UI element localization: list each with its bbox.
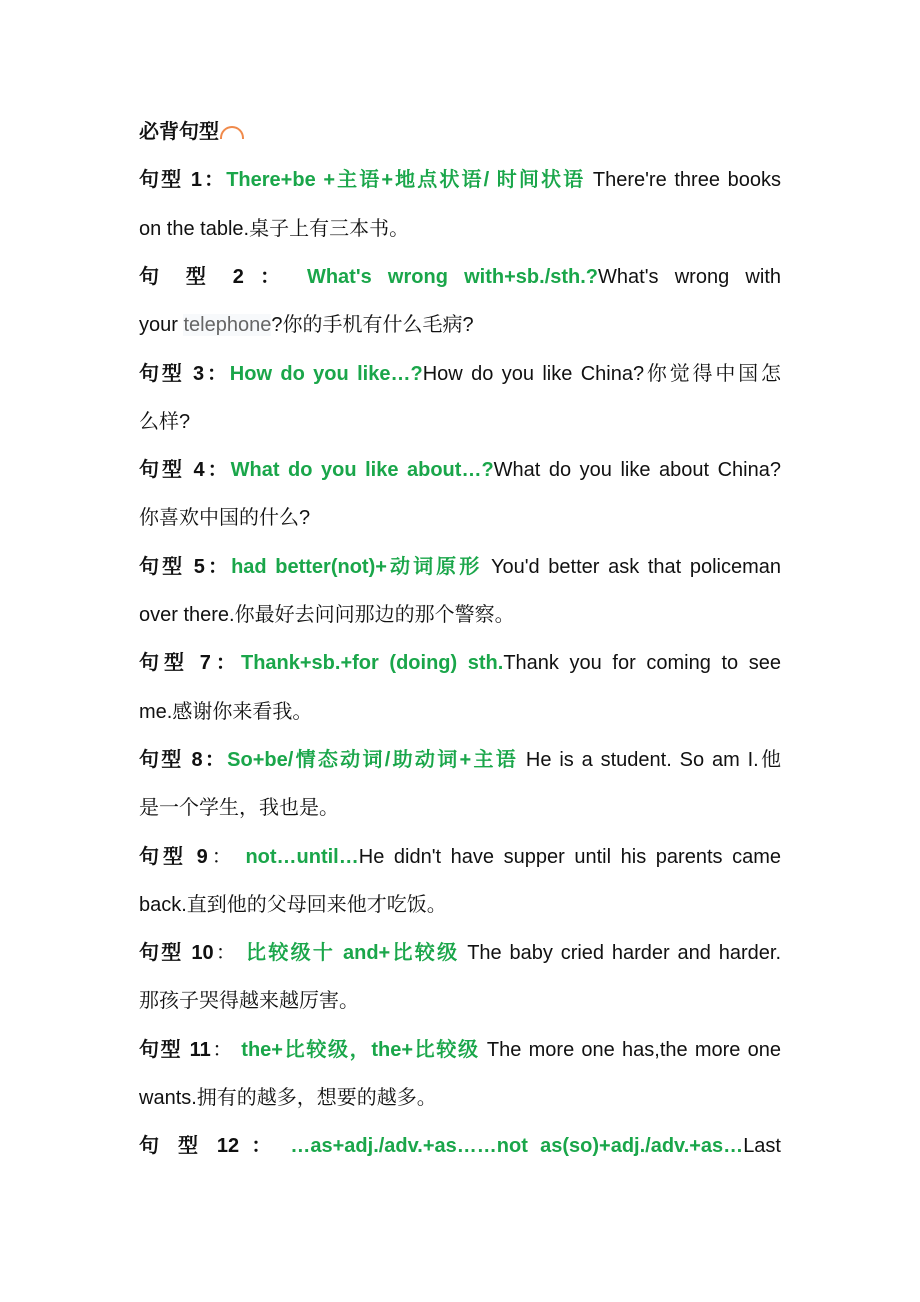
example-text: ： — [213, 942, 247, 965]
pattern-formula: What do you like about…? — [230, 459, 494, 482]
example-text: Last — [743, 1135, 781, 1158]
example-text: Thank you for coming to see — [503, 652, 781, 675]
pattern-label: 句型 11 — [139, 1038, 211, 1061]
example-text: ?你的手机有什么毛病? — [271, 314, 474, 337]
text-line — [139, 793, 781, 823]
pattern-label: 句型 8： — [139, 748, 228, 771]
text-line — [139, 407, 781, 437]
example-text: 是一个学生，我也是。 — [139, 797, 339, 820]
example-text: over there.你最好去问问那边的那个警察。 — [139, 604, 515, 626]
example-text: How do you like China?你觉得中国怎 — [422, 362, 782, 385]
title-text: 必背句型 — [139, 121, 219, 143]
text-line — [139, 214, 781, 244]
pattern-formula: not…until… — [245, 845, 359, 868]
example-text: There're three books — [585, 169, 781, 192]
example-text: What's wrong with — [598, 265, 781, 288]
pattern-formula: the+比较级，the+比较级 — [241, 1038, 480, 1061]
pattern-label: 句型 1： — [139, 169, 227, 192]
example-text: your — [139, 314, 184, 337]
example-text: ： — [210, 1038, 242, 1061]
example-text: The baby cried harder and harder. — [459, 942, 782, 965]
pattern-formula: …as+adj./adv.+as……not as(so)+adj./adv.+as… — [290, 1135, 744, 1158]
example-text: 你喜欢中国的什么? — [139, 507, 311, 530]
pattern-formula: What's wrong with+sb./sth.? — [306, 265, 599, 288]
text-line — [139, 455, 781, 485]
text-line — [139, 310, 781, 340]
text-line — [139, 938, 781, 968]
text-line — [139, 359, 781, 389]
example-text: You'd better ask that policeman — [482, 555, 781, 578]
text-line — [139, 552, 781, 582]
text-line — [139, 986, 781, 1016]
example-text: 么样? — [139, 410, 191, 433]
pattern-label: 句型 3： — [139, 362, 230, 385]
example-text: ： — [207, 845, 246, 868]
pattern-formula: had better(not)+动词原形 — [231, 555, 483, 578]
pattern-label: 句型 7： — [139, 652, 241, 675]
pattern-label: 句型 9 — [139, 845, 208, 868]
text-line — [139, 745, 781, 775]
text-line — [139, 1083, 781, 1113]
example-text: 那孩子哭得越来越厉害。 — [139, 990, 359, 1013]
text-line — [139, 1035, 781, 1065]
text-line — [139, 1131, 781, 1161]
pattern-label: 句型 4： — [139, 459, 231, 482]
example-text: me.感谢你来看我。 — [139, 700, 313, 723]
document-title — [139, 117, 781, 147]
pattern-label: 句型 5： — [139, 555, 232, 578]
pattern-formula: So+be/情态动词/助动词+主语 — [227, 748, 519, 771]
text-line — [139, 600, 781, 630]
pattern-formula: Thank+sb.+for (doing) sth. — [240, 652, 504, 675]
example-text: telephone — [183, 314, 272, 337]
text-line — [139, 842, 781, 872]
text-line — [139, 165, 781, 195]
example-text: He didn't have supper until his parents came — [358, 845, 782, 868]
pattern-formula: There+be +主语+地点状语/ 时间状语 — [226, 169, 586, 192]
arc-icon — [220, 126, 244, 139]
example-text: He is a student. So am I.他 — [518, 748, 781, 771]
pattern-formula: 比较级十 and+比较级 — [246, 942, 460, 965]
pattern-formula: How do you like…? — [229, 362, 423, 385]
example-text: on the table.桌子上有三本书。 — [139, 217, 410, 240]
pattern-label: 句型 10 — [139, 942, 214, 965]
text-line — [139, 697, 781, 727]
text-line — [139, 890, 781, 920]
pattern-label: 句 型 2 ： — [139, 265, 307, 288]
pattern-label: 句 型 12 ： — [139, 1135, 291, 1158]
example-text: wants.拥有的越多，想要的越多。 — [139, 1087, 437, 1109]
example-text: back.直到他的父母回来他才吃饭。 — [139, 893, 447, 916]
text-line — [139, 262, 781, 292]
example-text: What do you like about China? — [493, 459, 781, 482]
text-line — [139, 648, 781, 678]
text-line — [139, 503, 781, 533]
example-text: The more one has,the more one — [479, 1038, 782, 1061]
